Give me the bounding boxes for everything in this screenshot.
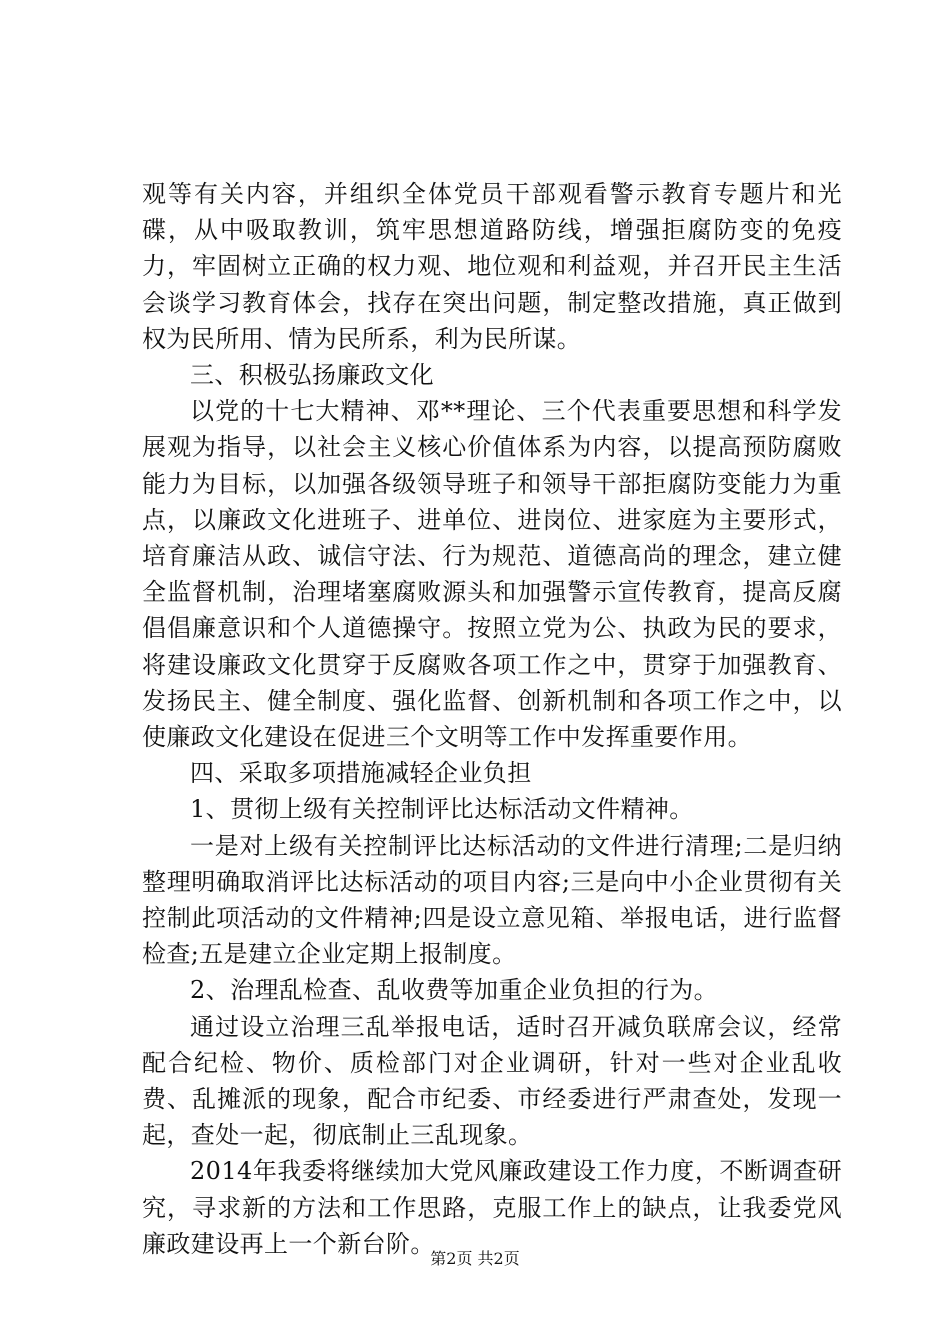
- paragraph-conclusion: 2014年我委将继续加大党风廉政建设工作力度，不断调查研究，寻求新的方法和工作思路，克服工作上的缺点，让我委党风廉政建设再上一个新台阶。: [142, 1157, 842, 1258]
- paragraph-intro-continuation: 观等有关内容，并组织全体党员干部观看警示教育专题片和光碟，从中吸取教训，筑牢思想道路防线，增强拒腐防变的免疫力，牢固树立正确的权力观、地位观和利益观，并召开民主生活会谈学习教育体会，找存在突出问题，制定整改措施，真正做到权为民所用、情为民所系，利为民所谋。: [142, 180, 842, 353]
- paragraph-integrity-culture: 以党的十七大精神、邓**理论、三个代表重要思想和科学发展观为指导，以社会主义核心价值体系为内容，以提高预防腐败能力为目标，以加强各级领导班子和领导干部拒腐防变能力为重点，以廉政文化进班子、进单位、进岗位、进家庭为主要形式，培育廉洁从政、诚信守法、行为规范、道德高尚的理念，建立健全监督机制，治理堵塞腐败源头和加强警示宣传教育，提高反腐倡倡廉意识和个人道德操守。按照立党为公、执政为民的要求，将建设廉政文化贯穿于反腐败各项工作之中，贯穿于加强教育、发扬民主、健全制度、强化监督、创新机制和各项工作之中，以使廉政文化建设在促进三个文明等工作中发挥重要作用。: [142, 397, 842, 752]
- paragraph-measures-list: 一是对上级有关控制评比达标活动的文件进行清理;二是归纳整理明确取消评比达标活动的项目内容;三是向中小企业贯彻有关控制此项活动的文件精神;四是设立意见箱、举报电话，进行监督检查;五是建立企业定期上报制度。: [142, 831, 842, 969]
- page-number-footer: 第2页 共2页: [430, 1249, 520, 1268]
- section-heading-3: 三、积极弘扬廉政文化: [190, 361, 434, 390]
- subheading-2: 2、治理乱检查、乱收费等加重企业负担的行为。: [190, 976, 719, 1005]
- subheading-1: 1、贯彻上级有关控制评比达标活动文件精神。: [190, 795, 694, 824]
- document-body: [142, 176, 842, 1262]
- paragraph-three-irregularities: 通过设立治理三乱举报电话，适时召开减负联席会议，经常配合纪检、物价、质检部门对企业调研，针对一些对企业乱收费、乱摊派的现象，配合市纪委、市经委进行严肃查处，发现一起，查处一起，彻底制止三乱现象。: [142, 1012, 842, 1150]
- section-heading-4: 四、采取多项措施减轻企业负担: [190, 759, 532, 788]
